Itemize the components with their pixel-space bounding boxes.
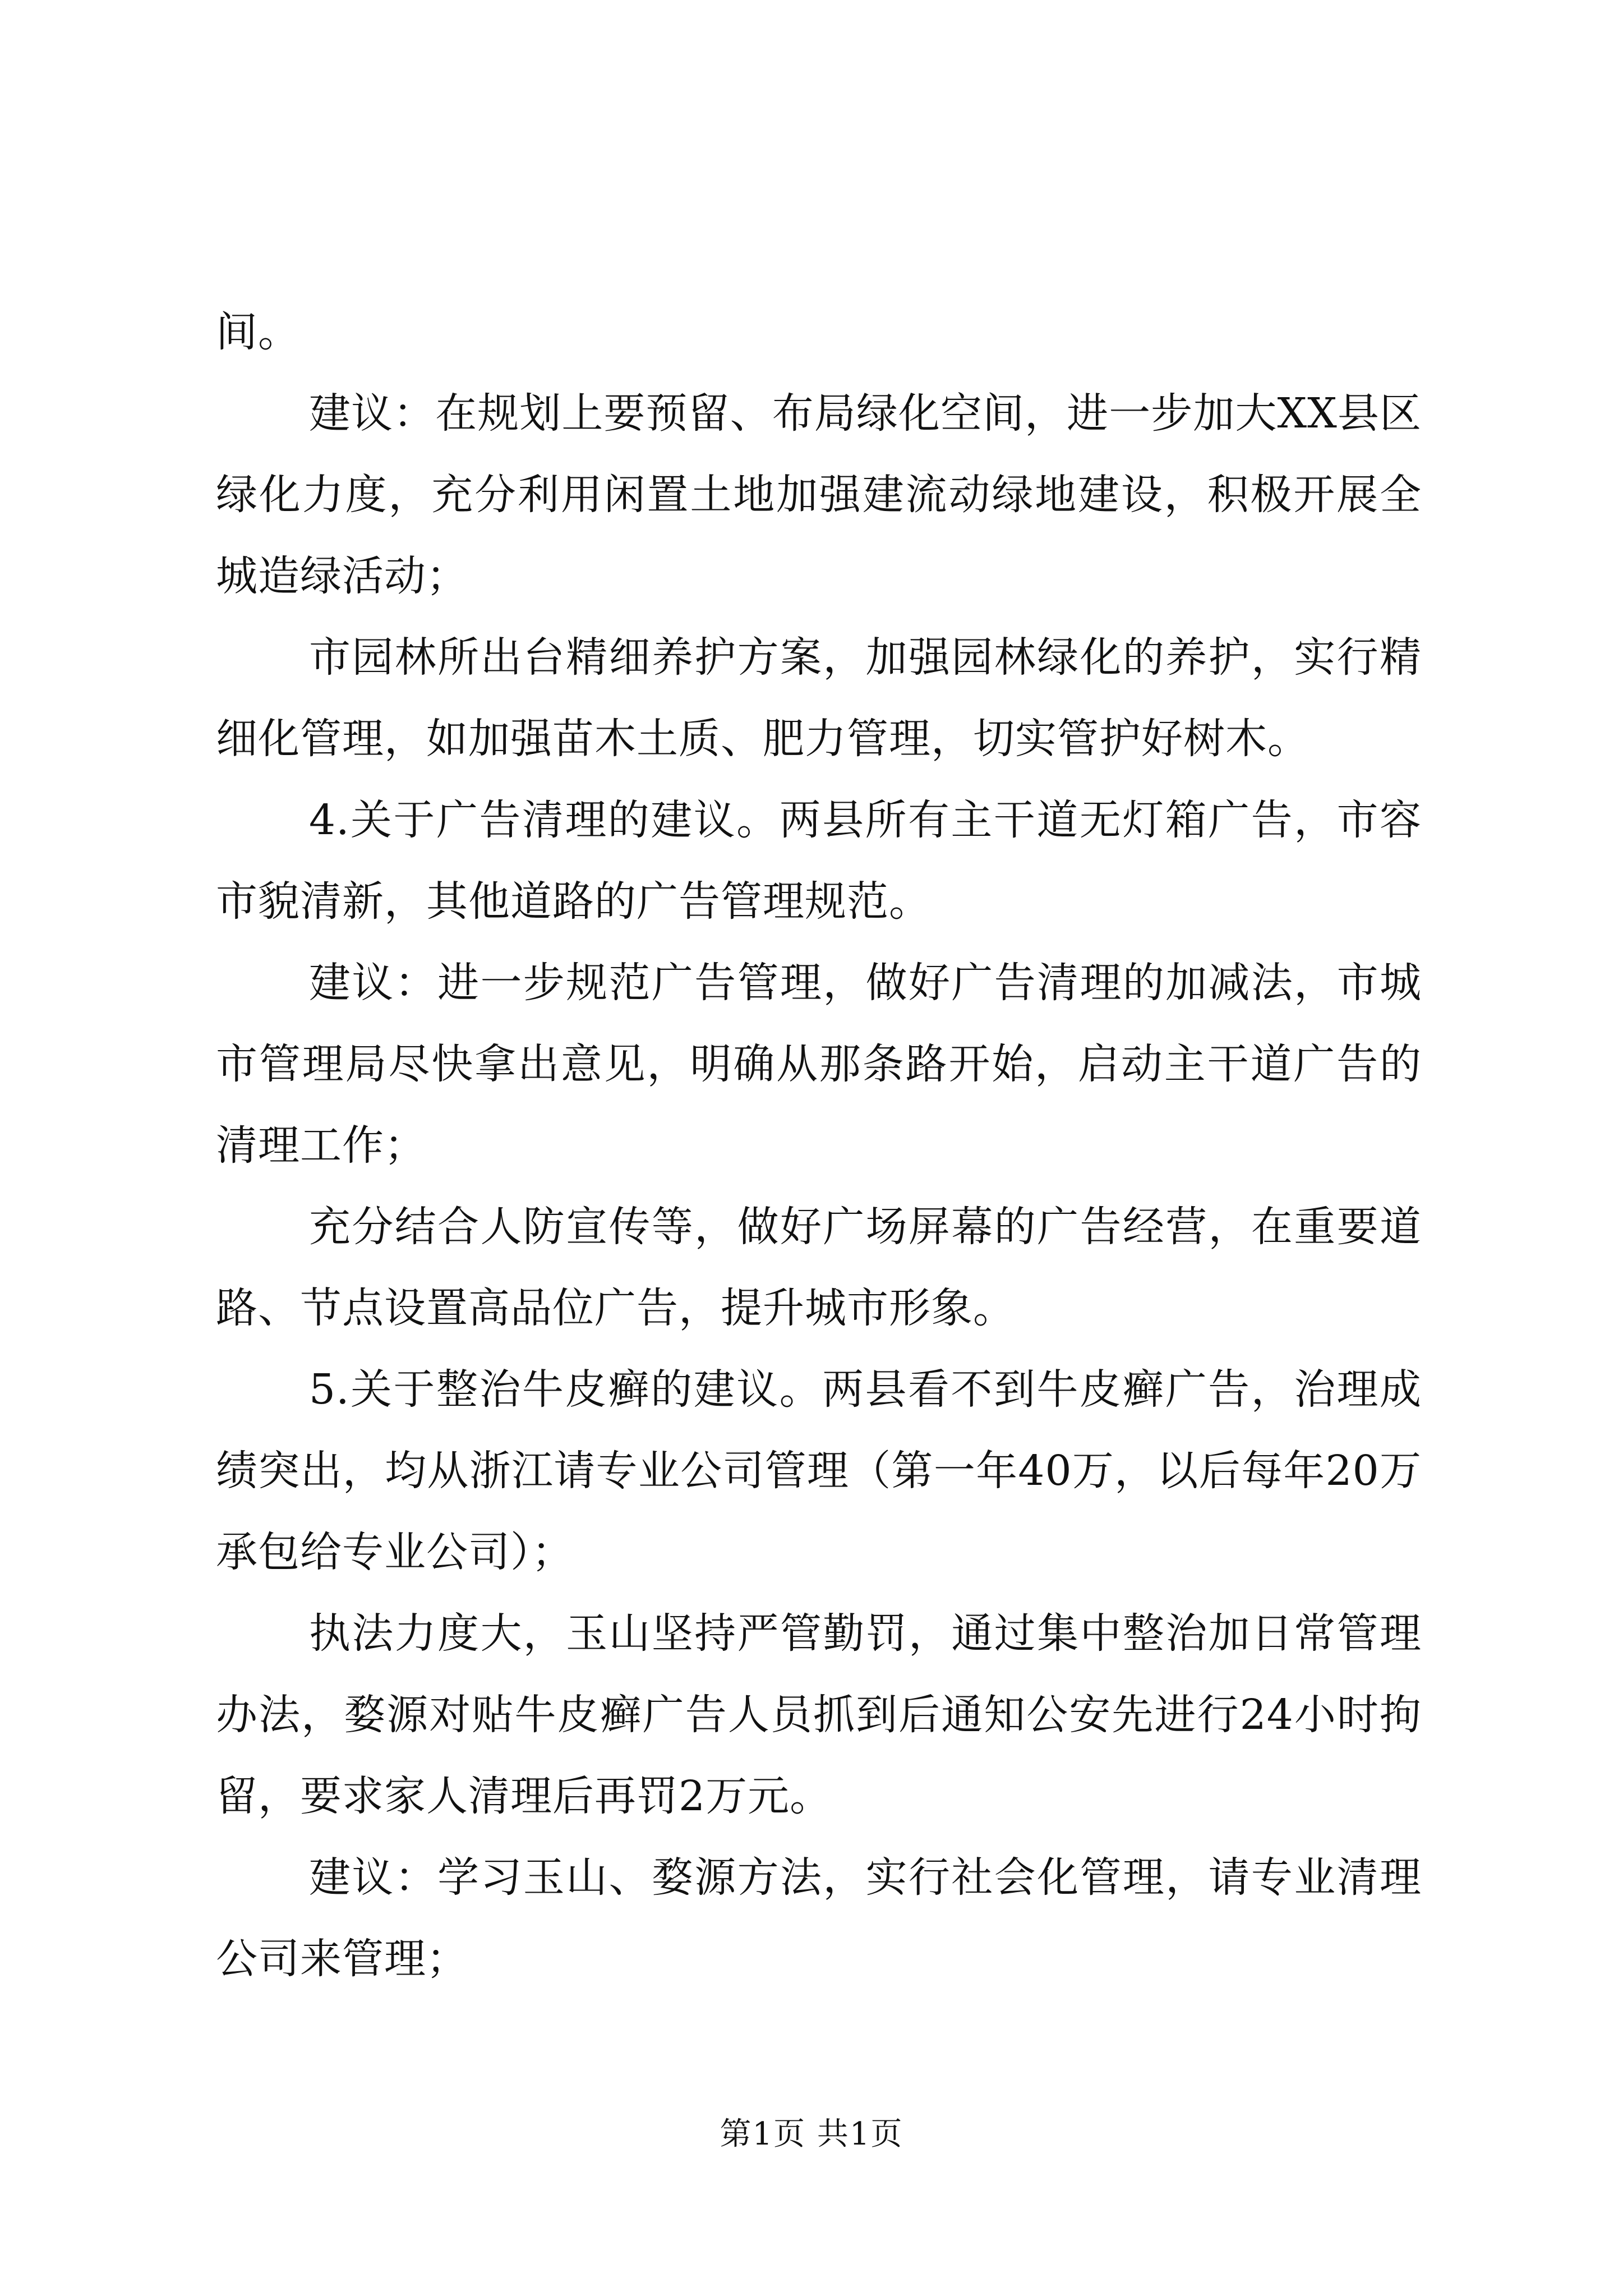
- paragraph-2: 建议：在规划上要预留、布局绿化空间，进一步加大XX县区绿化力度，充分利用闲置土地加强建流动绿地建设，积极开展全城造绿活动；: [216, 389, 1422, 600]
- paragraph-5: 建议：进一步规范广告管理，做好广告清理的加减法，市城市管理局尽快拿出意见，明确从那条路开始，启动主干道广告的清理工作；: [216, 959, 1422, 1170]
- paragraph-7: 5.关于整治牛皮癣的建议。两县看不到牛皮癣广告，治理成绩突出，均从浙江请专业公司管理（第一年40万，以后每年20万承包给专业公司）；: [216, 1365, 1422, 1576]
- paragraph-4: 4.关于广告清理的建议。两县所有主干道无灯箱广告，市容市貌清新，其他道路的广告管理规范。: [216, 796, 1422, 926]
- document-body: [216, 292, 1422, 2000]
- paragraph-9: 建议：学习玉山、婺源方法，实行社会化管理，请专业清理公司来管理；: [216, 1853, 1422, 1983]
- paragraph-1: 间。: [216, 308, 300, 356]
- paragraph-3: 市园林所出台精细养护方案，加强园林绿化的养护，实行精细化管理，如加强苗木土质、肥力管理，切实管护好树木。: [216, 633, 1422, 763]
- page-footer: 第1页 共1页: [720, 2116, 903, 2152]
- paragraph-8: 执法力度大，玉山坚持严管勤罚，通过集中整治加日常管理办法，婺源对贴牛皮癣广告人员抓到后通知公安先进行24小时拘留，要求家人清理后再罚2万元。: [216, 1609, 1422, 1820]
- paragraph-6: 充分结合人防宣传等，做好广场屏幕的广告经营，在重要道路、节点设置高品位广告，提升城市形象。: [216, 1203, 1422, 1332]
